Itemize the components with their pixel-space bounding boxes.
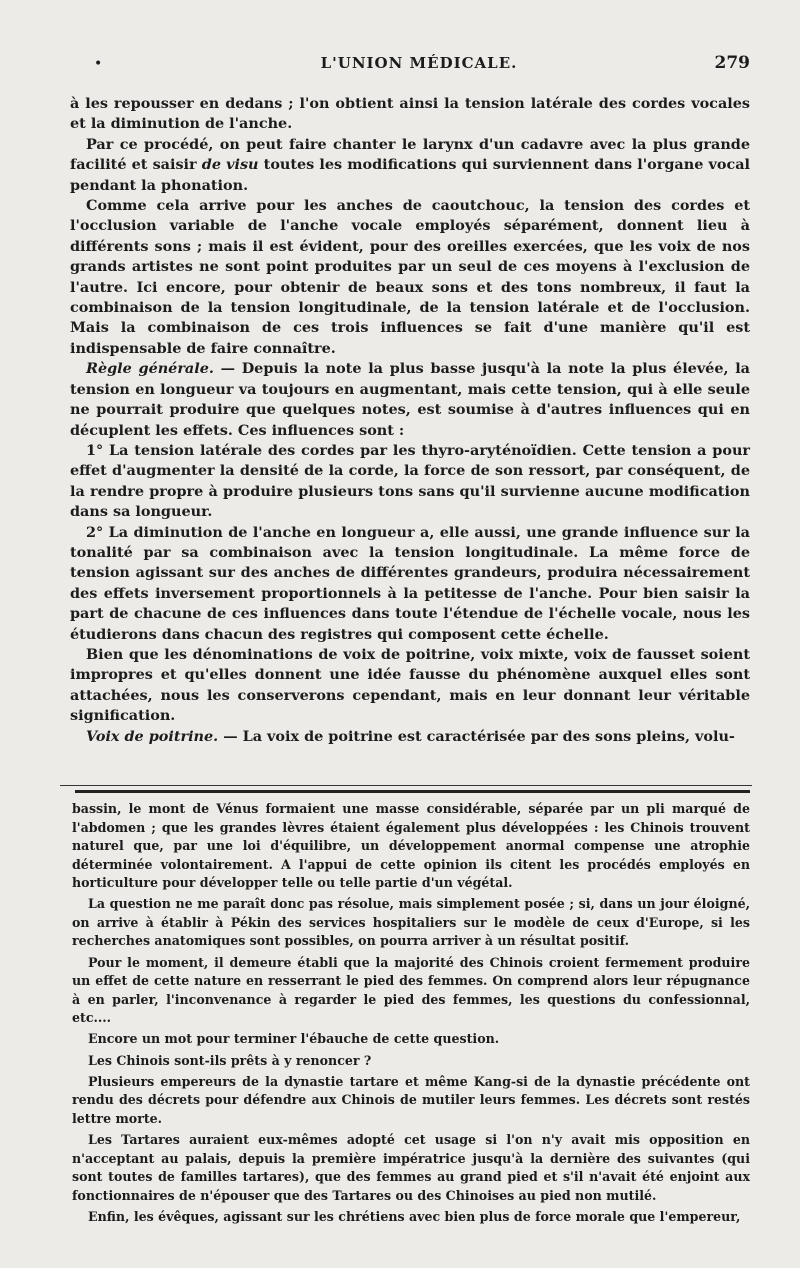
text-run: Par ce procédé, on peut faire chanter le larynx d'un cadavre avec la plus grande facilité et saisir bbox=[70, 135, 750, 174]
paragraph bbox=[70, 359, 750, 441]
note-paragraph: Les Chinois sont-ils prêts à y renoncer ? bbox=[88, 1052, 372, 1068]
paragraph: Comme cela arrive pour les anches de caoutchouc, la tension des cordes et l'occlusion variable de l'anche vocale employés séparément, donnent lieu à différents sons ; mais il est évident, pour des oreilles exercées, que les voix de nos grands artistes ne sont point produites par un seul de ces moyens à l'exclusion de l'autre. Ici encore, pour obtenir de beaux sons et des tons nombreux, il faut la combinaison de la tension longitudinale, de la tension latérale et de l'occlusion. Mais la combinaison de ces trois influences se fait d'une manière qu'il est indispensable de faire connaître. bbox=[70, 197, 750, 357]
running-title: L'UNION MÉDICALE. bbox=[320, 54, 518, 72]
paragraph bbox=[70, 727, 750, 747]
divider bbox=[60, 785, 752, 786]
note-paragraph: Les Tartares auraient eux-mêmes adopté cet usage si l'on n'y avait mis opposition en n'acceptant au palais, depuis la première impératrice jusqu'à la dernière des suivantes (qui sont toutes de familles tartares), que des femmes au grand pied et s'il n'avait été enjoint aux fonctionnaires de n'épouser que des Tartares ou des Chinoises au pied non mutilé. bbox=[72, 1132, 750, 1203]
page-number: 279 bbox=[714, 53, 750, 73]
text-run: — Depuis la note la plus basse jusqu'à la note la plus élevée, la tension en longueur va toujours en augmentant, mais cette tension, qui à elle seule ne pourrait produire que quelques notes, est soumise à d'autres influences qui en décuplent les effets. Ces influences sont : bbox=[70, 360, 750, 439]
note-paragraph: Encore un mot pour terminer l'ébauche de cette question. bbox=[88, 1031, 500, 1047]
text-run: toutes les modifications qui surviennent dans l'organe vocal pendant la phonation. bbox=[70, 156, 751, 194]
paragraph bbox=[70, 135, 750, 196]
section-heading: Voix de poitrine. bbox=[86, 727, 219, 745]
note-paragraph: Enfin, les évêques, agissant sur les chrétiens avec bien plus de force morale que l'empereur, bbox=[88, 1209, 741, 1225]
feuilleton-text bbox=[72, 800, 750, 1229]
note-paragraph: Plusieurs empereurs de la dynastie tartare et même Kang-si de la dynastie précédente ont rendu des décrets pour défendre aux Chinois de mutiler leurs femmes. Les décrets sont restés lettre morte. bbox=[72, 1073, 750, 1126]
text-run: — La voix de poitrine est caractérisée par des sons pleins, volu- bbox=[218, 727, 735, 745]
emphasis: de visu bbox=[201, 156, 259, 174]
paragraph: 2° La diminution de l'anche en longueur a, elle aussi, une grande influence sur la tonalité par sa combinaison avec la tension longitudinale. La même force de tension agissant sur des anches de différentes grandeurs, produira nécessairement des effets inversement proportionnels à la petitesse de l'anche. Pour bien saisir la part de chacune de ces influences dans toute l'étendue de l'échelle vocale, nous les étudierons dans chacun des registres qui composent cette échelle. bbox=[70, 523, 750, 643]
main-text bbox=[70, 94, 750, 747]
note-paragraph: Pour le moment, il demeure établi que la majorité des Chinois croient fermement produire un effet de cette nature en resserrant le pied des femmes. On comprend alors leur répugnance à en parler, l'inconvenance à regarder le pied des femmes, les questions du confessionnal, etc.... bbox=[72, 954, 750, 1026]
rule-heading: Règle générale. bbox=[86, 360, 214, 378]
paragraph: à les repousser en dedans ; l'on obtient ainsi la tension latérale des cordes vocales et la diminution de l'anche. bbox=[70, 95, 750, 133]
paragraph: 1° La tension latérale des cordes par les thyro-aryténoïdien. Cette tension a pour effet d'augmenter la densité de la corde, la force de son ressort, par conséquent, de la rendre propre à produire plusieurs tons sans qu'il survienne aucune modification dans sa longueur. bbox=[70, 441, 750, 521]
paragraph: Bien que les dénominations de voix de poitrine, voix mixte, voix de fausset soient impropres et qu'elles donnent une idée fausse du phénomène auxquel elles sont attachées, nous les conserverons cependant, mais en leur donnant leur véritable signification. bbox=[70, 645, 750, 725]
header-bullet: • bbox=[94, 56, 103, 72]
note-paragraph: La question ne me paraît donc pas résolue, mais simplement posée ; si, dans un jour éloigné, on arrive à établir à Pékin des services hospitaliers sur le modèle de ceux d'Europe, si les recherches anatomiques sont possibles, on pourra arriver à un résultat positif. bbox=[72, 896, 750, 949]
note-paragraph: bassin, le mont de Vénus formaient une masse considérable, séparée par un pli marqué de l'abdomen ; que les grandes lèvres étaient également plus développées : les Chinois trouvent naturel que, par une loi d'équilibre, un développement anormal compense une atrophie déterminée volontairement. A l'appui de cette opinion ils citent les procédés employés en horticulture pour développer telle ou telle partie d'un végétal. bbox=[72, 801, 750, 890]
divider bbox=[75, 790, 750, 793]
page-header bbox=[88, 52, 750, 78]
